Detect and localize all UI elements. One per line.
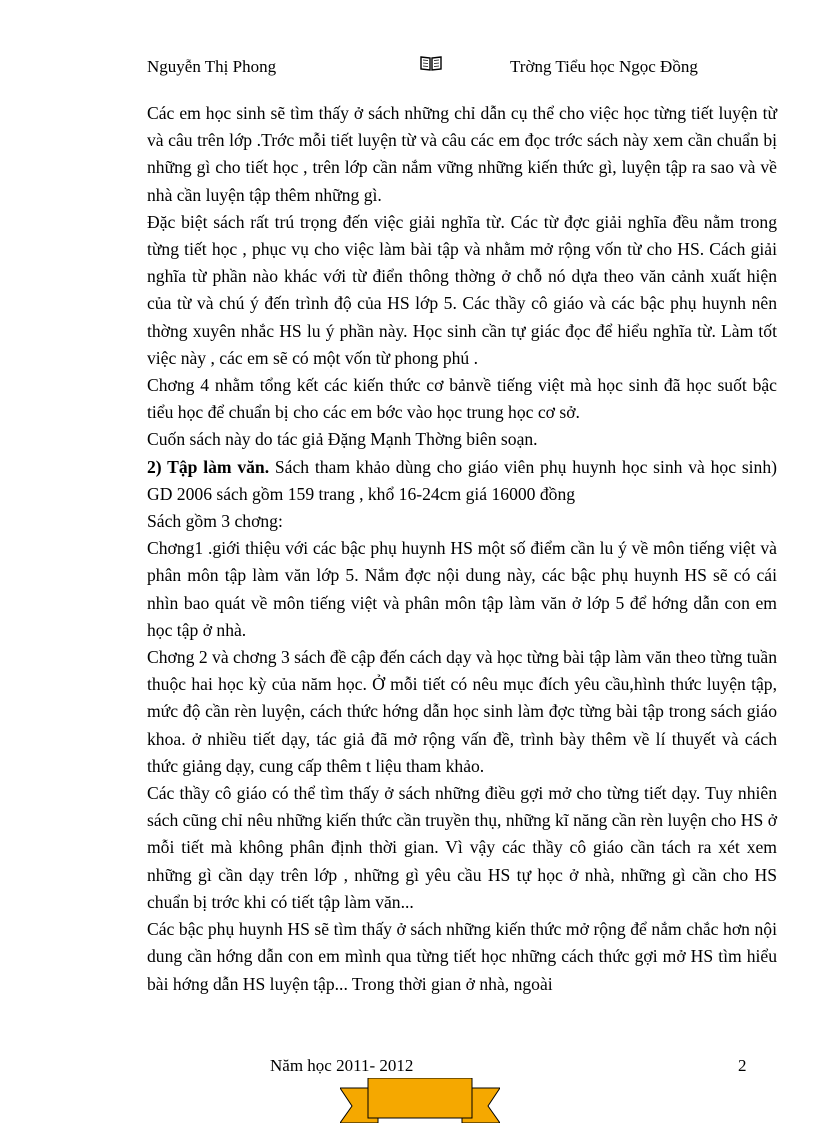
paragraph: Các em học sinh sẽ tìm thấy ở sách những chỉ dẫn cụ thể cho việc học từng tiết luyện từ và câu trên lớp .Trớc mỗi tiết luyện từ và câu các em đọc trớc sách này xem cần chuẩn bị những gì cho tiết học , trên lớp cần nắm vững những kiến thức gì, luyện tập ra sao và về nhà cần luyện tập thêm những gì. xyxy=(147,103,777,205)
document-body xyxy=(147,100,777,998)
paragraph: Đặc biệt sách rất trú trọng đến việc giải nghĩa từ. Các từ đợc giải nghĩa đều nằm trong từng tiết học , phục vụ cho việc làm bài tập và nhằm mở rộng vốn từ cho HS. Cách giải nghĩa từ phần nào khác với từ điển thông thờng ở chỗ nó dựa theo văn cảnh xuất hiện của từ và chú ý đến trình độ của HS lớp 5. Các thầy cô giáo và các bậc phụ huynh nên thờng xuyên nhắc HS lu ý phần này. Học sinh cần tự giác đọc để hiểu nghĩa từ. Làm tốt việc này , các em sẽ có một vốn từ phong phú . xyxy=(147,211,777,368)
paragraph: Chơng1 .giới thiệu với các bậc phụ huynh HS một số điểm cần lu ý về môn tiếng việt và phân môn tập làm văn lớp 5. Nắm đợc nội dung này, các bậc phụ huynh HS sẽ có cái nhìn bao quát về môn tiếng việt và phân môn tập làm văn ở lớp 5 để hớng dẫn con em học tập ở nhà. xyxy=(147,538,777,640)
paragraph: Các thầy cô giáo có thể tìm thấy ở sách những điều gợi mở cho từng tiết dạy. Tuy nhiên sách cũng chỉ nêu những kiến thức cần truyền thụ, những kĩ năng cần rèn luyện cho HS ở mỗi tiết mà không phân định thời gian. Vì vậy các thầy cô giáo cần tách ra xét xem những gì cần dạy trên lớp , những gì yêu cầu HS tự học ở nhà, những gì cần cho HS chuẩn bị trớc khi có tiết tập làm văn... xyxy=(147,783,777,912)
page-header xyxy=(0,55,816,83)
paragraph: Các bậc phụ huynh HS sẽ tìm thấy ở sách những kiến thức mở rộng để nắm chắc hơn nội dung cần hớng dẫn con em mình qua từng tiết học những cách thức gợi mở HS tìm hiểu bài hớng dẫn HS luyện tập... Trong thời gian ở nhà, ngoài xyxy=(147,919,777,994)
paragraph: Sách gồm 3 chơng: xyxy=(147,511,283,532)
paragraph xyxy=(147,454,777,508)
header-author: Nguyễn Thị Phong xyxy=(147,57,277,76)
paragraph: Chơng 4 nhằm tổng kết các kiến thức cơ bảnvề tiếng việt mà học sinh đã học suốt bậc tiểu học để chuẩn bị cho các em bớc vào học trung học cơ sở. xyxy=(147,375,777,423)
paragraph: Chơng 2 và chơng 3 sách đề cập đến cách dạy và học từng bài tập làm văn theo từng tuần thuộc hai học kỳ của năm học. Ở mỗi tiết có nêu mục đích yêu cầu,hình thức luyện tập, mức độ cần rèn luyện, cách thức hớng dẫn học sinh làm đợc từng bài tập trong sách giáo khoa. ở nhiều tiết dạy, tác giả đã mở rộng vấn đề, trình bày thêm về lí thuyết và cách thức giảng dạy, cung cấp thêm t liệu tham khảo. xyxy=(147,647,777,776)
page-number: 2 xyxy=(738,1056,747,1075)
paragraph: Cuốn sách này do tác giả Đặng Mạnh Thờng biên soạn. xyxy=(147,429,538,450)
section-heading: 2) Tập làm văn. xyxy=(147,456,270,477)
footer-school-year: Năm học 2011- 2012 xyxy=(270,1056,414,1075)
ribbon-banner-decoration xyxy=(340,1078,500,1123)
paragraph-text: Sách tham khảo dùng cho giáo viên phụ huynh học sinh và học sinh) GD 2006 sách gồm 159 trang , khổ 16-24cm giá 16000 đồng xyxy=(147,456,778,504)
open-book-icon xyxy=(420,55,442,71)
header-school: Trờng Tiểu học Ngọc Đồng xyxy=(510,57,698,76)
